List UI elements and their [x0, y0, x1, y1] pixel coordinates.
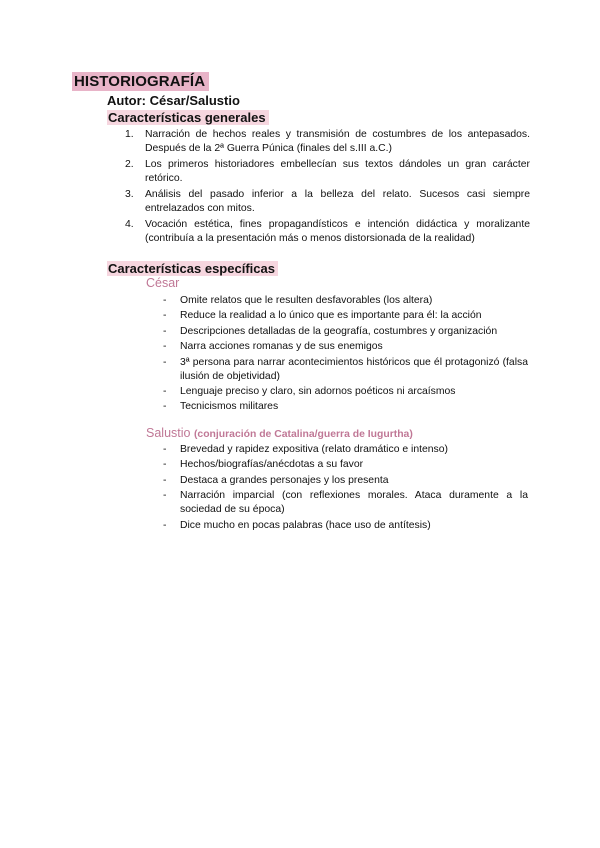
item-number: 2. — [125, 159, 134, 170]
dash-bullet: - — [163, 401, 167, 413]
salustio-note: (conjuración de Catalina/guerra de Iugurtha) — [193, 429, 413, 440]
item-text: Tecnicismos militares — [180, 401, 279, 413]
item-text: Vocación estética, fines propagandísticos e intención didáctica y moralizante (contribuía a la presentación más o menos distorsionada de la realidad) — [145, 219, 530, 244]
dash-bullet: - — [163, 474, 167, 486]
item-text: Análisis del pasado inferior a la belleza del relato. Sucesos casi siempre entrelazados con mitos. — [145, 189, 530, 214]
list-item — [125, 128, 530, 156]
cesar-list — [160, 294, 528, 416]
item-number: 3. — [125, 189, 134, 200]
item-text: 3ª persona para narrar acontecimientos históricos que él protagonizó (falsa ilusión de objetividad) — [180, 356, 528, 382]
list-item — [160, 385, 528, 399]
item-text: Omite relatos que le resulten desfavorables (los altera) — [180, 295, 433, 306]
item-text: Los primeros historiadores embellecían sus textos dándoles un gran carácter retórico. — [145, 159, 530, 184]
list-item — [160, 356, 528, 384]
item-number: 1. — [125, 129, 134, 140]
dash-bullet: - — [163, 310, 167, 322]
dash-bullet: - — [163, 356, 167, 368]
general-characteristics-heading: Características generales — [107, 110, 269, 125]
list-item — [160, 340, 528, 354]
dash-bullet: - — [163, 385, 167, 397]
salustio-subheading — [146, 426, 413, 440]
list-item — [160, 325, 528, 339]
list-item — [125, 158, 530, 186]
item-text: Narra acciones romanas y de sus enemigos — [180, 341, 383, 353]
list-item — [160, 474, 528, 488]
item-text: Descripciones detalladas de la geografía, costumbres y organización — [180, 325, 498, 337]
salustio-list — [160, 443, 528, 534]
item-text: Lenguaje preciso y claro, sin adornos poéticos ni arcaísmos — [180, 385, 456, 397]
cesar-subheading: César — [146, 276, 180, 290]
list-item — [160, 519, 528, 533]
list-item — [125, 188, 530, 216]
list-item — [125, 218, 530, 246]
item-text: Narración imparcial (con reflexiones morales. Ataca duramente a la sociedad de su época) — [180, 490, 528, 516]
dash-bullet: - — [163, 325, 167, 337]
item-number: 4. — [125, 219, 134, 230]
item-text: Dice mucho en pocas palabras (hace uso de antítesis) — [180, 519, 431, 531]
item-text: Brevedad y rapidez expositiva (relato dramático e intenso) — [180, 444, 448, 455]
list-item — [160, 309, 528, 323]
item-text: Narración de hechos reales y transmisión de costumbres de los antepasados. Después de la 2ª Guerra Púnica (finales del s.III a.C.) — [145, 129, 530, 154]
page-title: HISTORIOGRAFÍA — [72, 72, 209, 91]
dash-bullet: - — [163, 490, 167, 502]
item-text: Destaca a grandes personajes y los presenta — [180, 474, 389, 486]
author-line: Autor: César/Salustio — [107, 93, 240, 108]
dash-bullet: - — [163, 295, 167, 306]
specific-characteristics-heading: Características específicas — [107, 261, 278, 276]
list-item — [160, 489, 528, 517]
list-item — [160, 294, 528, 308]
dash-bullet: - — [163, 444, 167, 455]
list-item — [160, 400, 528, 414]
dash-bullet: - — [163, 459, 167, 471]
dash-bullet: - — [163, 341, 167, 353]
salustio-name: Salustio — [146, 426, 191, 440]
dash-bullet: - — [163, 519, 167, 531]
item-text: Reduce la realidad a lo único que es importante para él: la acción — [180, 310, 482, 322]
item-text: Hechos/biografías/anécdotas a su favor — [180, 459, 364, 471]
list-item — [160, 443, 528, 457]
list-item — [160, 458, 528, 472]
general-characteristics-list — [125, 128, 530, 248]
